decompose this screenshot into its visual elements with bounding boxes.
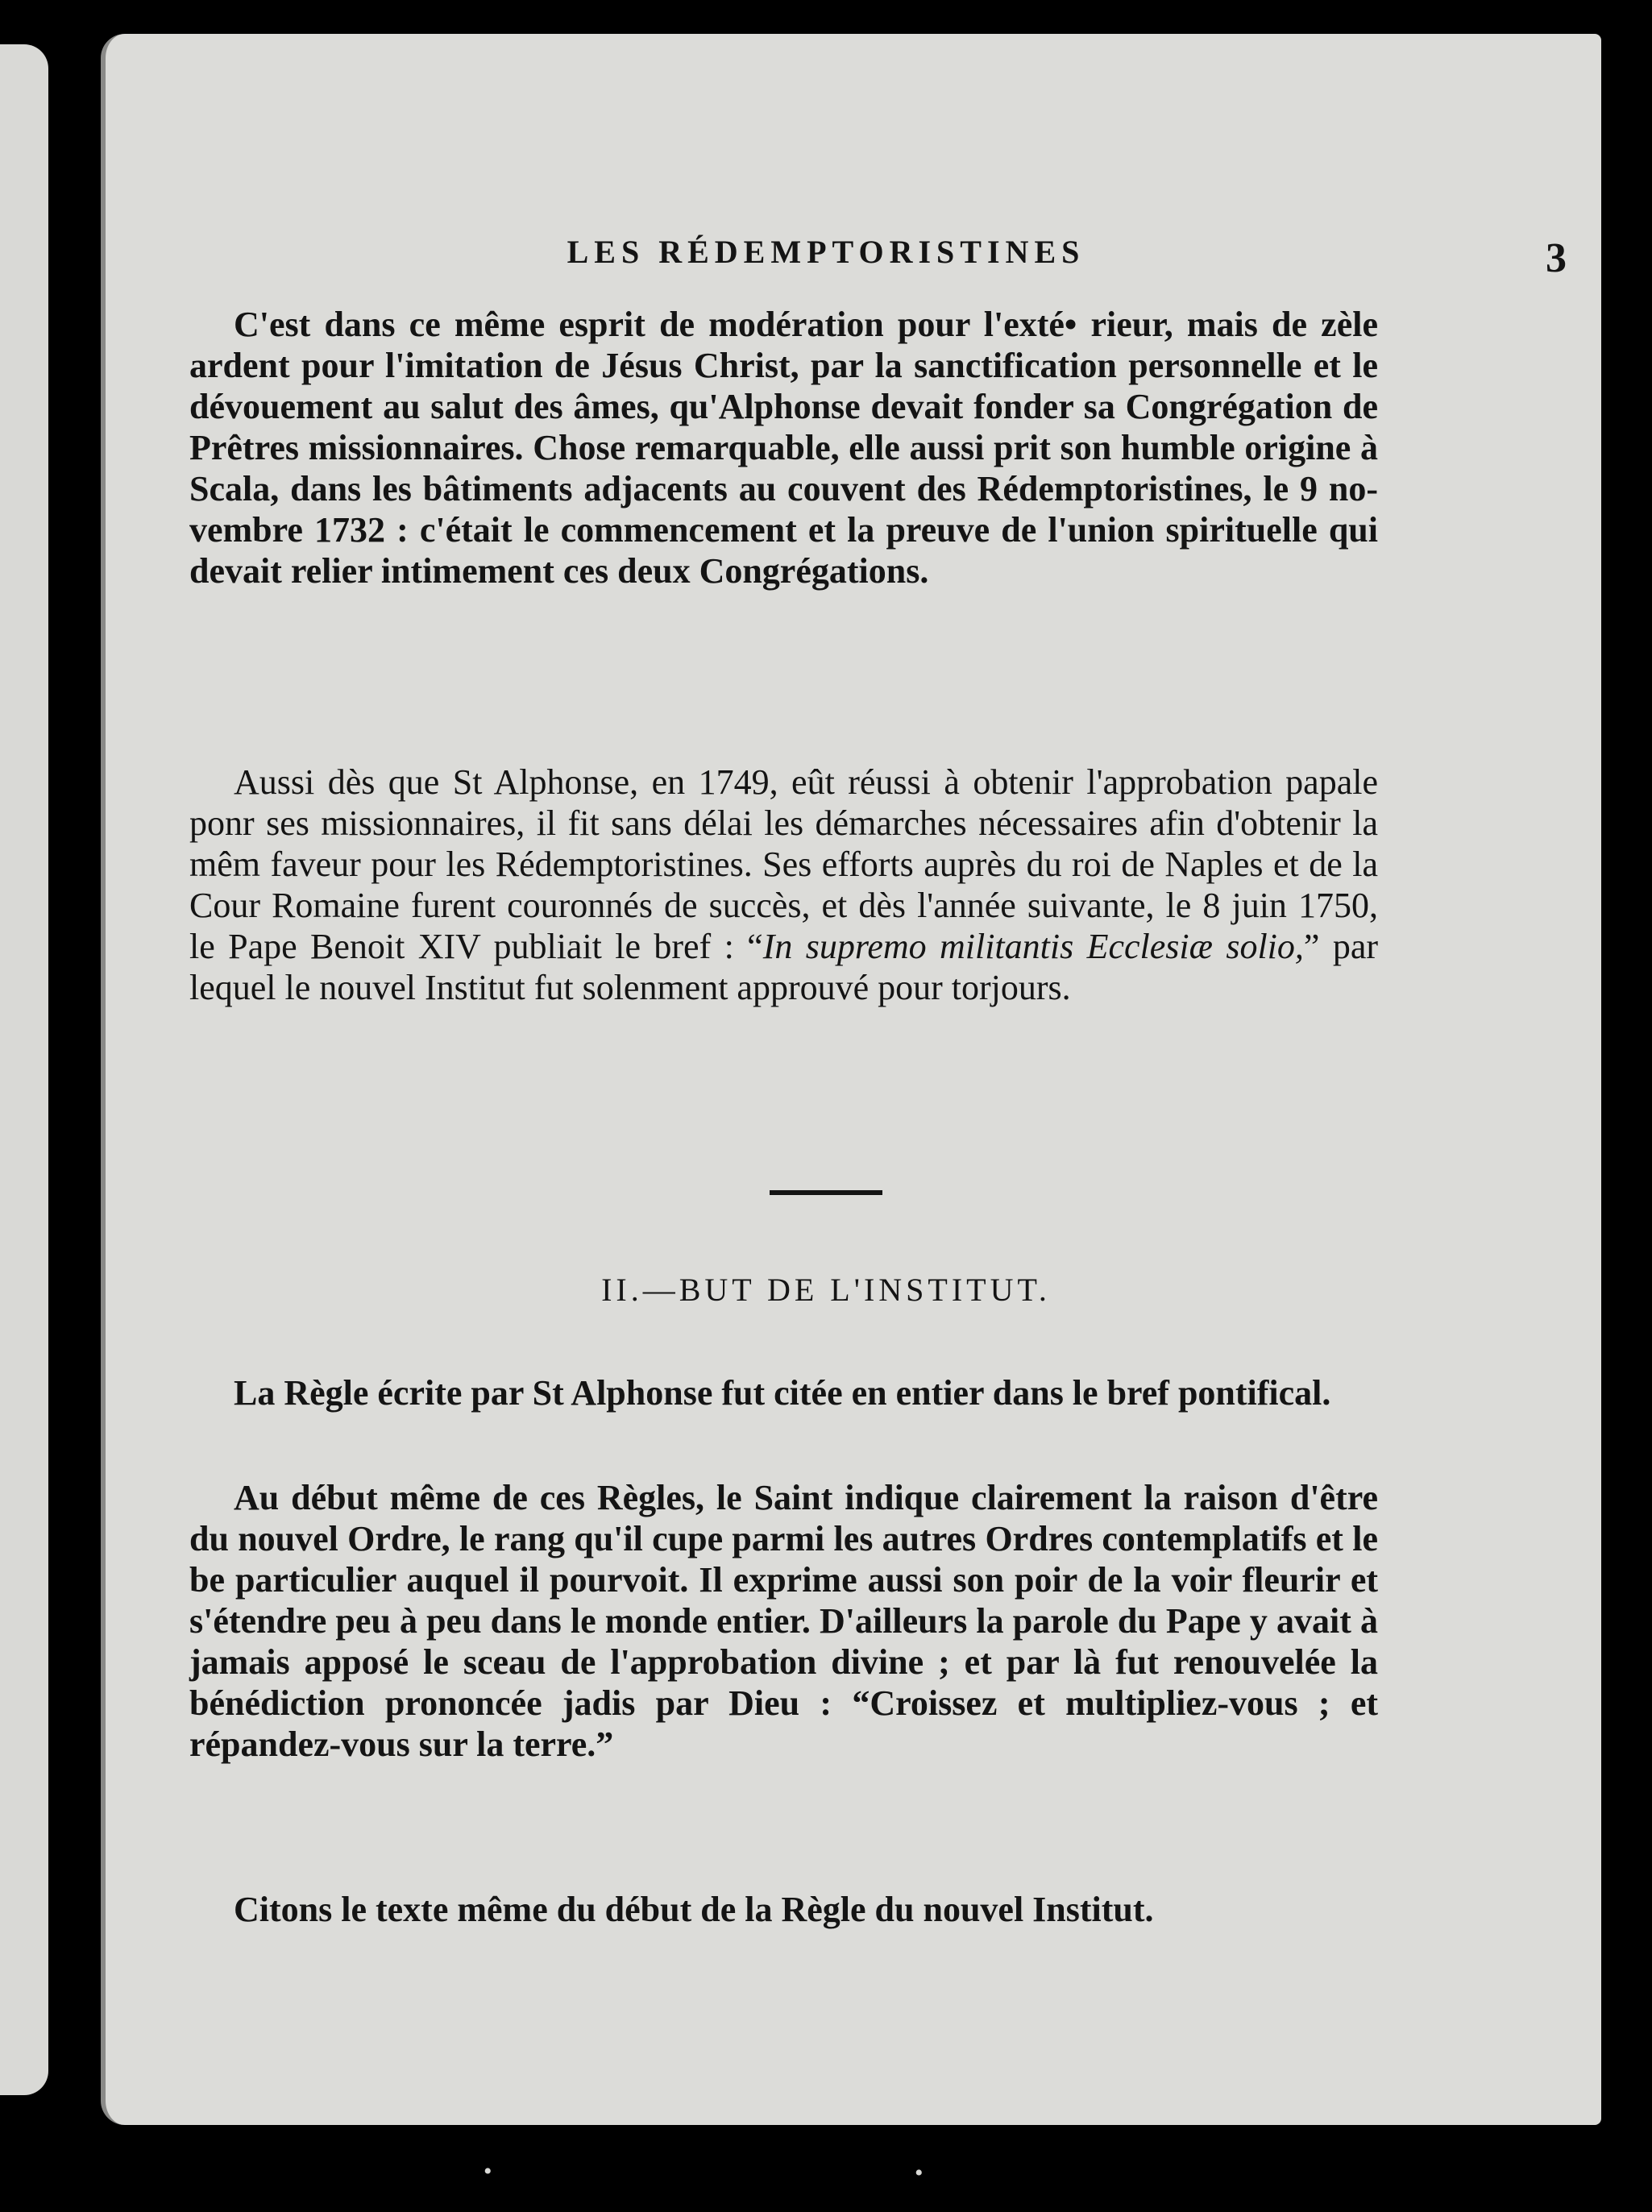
paragraph-citation-intro [189, 1889, 1378, 1930]
scan-speck: • [915, 2160, 924, 2186]
paragraph-text: Au début même de ces Règles, le Saint indique clairement la raison d'être du nouvel Ordre, le rang qu'il cupe parmi les autres Ordres contemplatifs et le be particulier auquel il pourvoit. Il exprime aussi son poir de la voir fleurir et s'étendre peu à peu dans le monde entier. D'ailleurs la parole du Pape y avait à jamais apposé le sceau de l'approbation divine ; et par là fut renouvelée la bénédiction prononcée jadis par Dieu : “Croissez et multipliez-vous ; et répandez-vous sur la terre.” [189, 1478, 1378, 1764]
section-heading: II.—BUT DE L'INSTITUT. [601, 1272, 1051, 1308]
paragraph-text: C'est dans ce même esprit de modération pour l'exté• rieur, mais de zèle ardent pour l'imitation de Jésus Christ, par la sanctification personnelle et le dévouement au salut des âmes, qu'Alphonse devait fonder sa Congrégation de Prêtres missionnaires. Chose remarquable, elle aussi prit son humble origine à Scala, dans les bâtiments adjacents au couvent des Rédemptoristines, le 9 novembre 1732 : c'était le commencement et la preuve de l'union spirituelle qui devait relier intimement ces deux Congrégations. [189, 305, 1378, 591]
scan-speck: • [484, 2158, 492, 2185]
paragraph-text: Citons le texte même du début de la Règle du nouvel Institut. [234, 1890, 1154, 1929]
previous-page-edge [0, 44, 48, 2095]
paragraph-text: La Règle écrite par St Alphonse fut citée en entier dans le bref pontifical. [234, 1373, 1331, 1413]
running-title: LES RÉDEMPTORISTINES [567, 234, 1085, 270]
paragraph-rule-cited [189, 1372, 1378, 1413]
paragraph-text-part: Aussi dès que St Alphonse, en 1749, eût réussi à obtenir l'approbation papale ponr ses missionnaires, il fit sans délai les démarches nécessaires afin d'obtenir la mêm faveur pour les Rédemptoristines. Ses efforts auprès du roi de Naples et de la Cour Romaine furent couronnés de succès, et dès l'année suivante, le 8 juin 1750, le Pape Benoit XIV publiait le bref : “ [189, 762, 1378, 966]
paragraph-congregation-origin [189, 304, 1378, 591]
paragraph-rule-purpose [189, 1477, 1378, 1765]
running-head [0, 228, 1652, 281]
paragraph-papal-approval [189, 762, 1378, 1008]
section-divider [770, 1190, 882, 1195]
page-number: 3 [1546, 235, 1567, 281]
latin-title: In supremo militantis Ecclesiæ solio, [762, 927, 1304, 966]
paragraph-text-part: ” par lequel le nouvel Institut fut solenment approuvé pour torjours. [189, 927, 1378, 1007]
paragraph-text [189, 762, 1378, 1008]
